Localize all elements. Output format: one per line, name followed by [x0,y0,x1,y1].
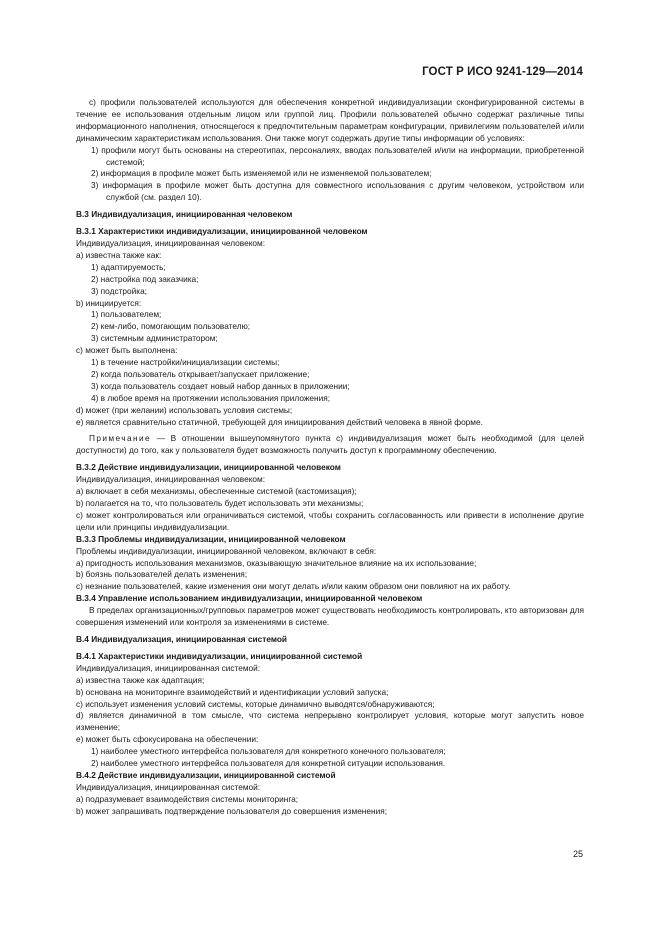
note-text: — В отношении вышеупомянутого пункта с) индивидуализация может быть необходимой (для целей доступности) до того, как у пользователя будет возможность получить доступ к программному обеспечению. [76,433,584,456]
list-item: b) инициируется: [76,297,142,308]
list-item: с) может быть выполнена: [76,345,178,356]
subsection-heading: В.4.2 Действие индивидуализации, инициированной системой [76,769,336,780]
list-item: с) может контролироваться или ограничиваться системой, чтобы сохранить согласованность или привести в исполнение другие цели или принципы индивидуализации. [76,509,584,532]
list-item: с) использует изменения условий системы, которые динамично выводятся/обнаруживаются; [76,698,435,709]
list-item: d) может (при желании) использовать условия системы; [76,404,293,415]
list-item: 2) когда пользователь открывает/запускает приложение; [91,368,310,379]
list-item: 2) кем-либо, помогающим пользователю; [91,321,251,332]
list-item: а) известна также как адаптация; [76,674,205,685]
list-item: а) пригодность использования механизмов, оказывающую значительное влияние на их использование; [76,557,477,568]
list-item: 1) адаптируемость; [91,261,166,272]
list-item: 4) в любое время на протяжении использования приложения; [91,392,331,403]
list-item: 1) профили могут быть основаны на стереотипах, персоналиях, вводах пользователей и/или на информации, приобретенной системой; [91,144,584,167]
list-item: 1) в течение настройки/инициализации системы; [91,357,280,368]
list-item: а) известна также как: [76,249,162,260]
lead-text: Индивидуализация, инициированная человеком: [76,474,266,485]
list-item: 3) системным администратором; [91,333,218,344]
list-item: b) полагается на то, что пользователь будет использовать эти механизмы; [76,498,364,508]
lead-text: Индивидуализация, инициированная человеком: [76,237,266,248]
list-item: 3) когда пользователь создает новый набор данных в приложении; [91,380,350,391]
note-label: Примечание [89,433,152,444]
intro-paragraph: с) профили пользователей используются для обеспечения конкретной индивидуализации сконфигурированной системы в течение ее использования отдельным лицом или группой лиц. Профили пользователей обычно содержат различные типы информационного наполнения, относящегося к предпочтительным параметрам конфигурации, привилегиям пользователей и/или динамическим характеристикам использования. Они также могут содержать другие типы информации об условиях: [76,97,584,143]
list-item: 2) настройка под заказчика; [91,273,199,284]
body-paragraph: В пределах организационных/групповых параметров может существовать необходимость контролировать, кто авторизован для совершения изменений или контроля за изменениями в системе. [76,605,584,628]
subsection-heading: В.3.4 Управление использованием индивидуализации, инициированной человеком [76,593,423,604]
list-item: е) может быть сфокусирована на обеспечении: [76,734,259,745]
lead-text: Проблемы индивидуализации, инициированной человеком, включают в себя: [76,545,377,556]
page-number: 25 [572,849,583,859]
list-item: b) может запрашивать подтверждение пользователя до совершения изменения; [76,805,388,816]
list-item: 1) пользователем; [91,309,162,320]
lead-text: Индивидуализация, инициированная системой: [76,662,261,673]
section-heading: В.4 Индивидуализация, инициированная системой [76,633,288,644]
list-item: 2) наиболее уместного интерфейса пользователя для конкретной ситуации использования. [91,758,446,769]
subsection-heading: В.3.2 Действие индивидуализации, инициированной человеком [76,462,341,473]
list-item: с) незнание пользователей, какие изменения они могут делать и/или каким образом они повлияют на их работу. [76,581,511,592]
list-item: 1) наиболее уместного интерфейса пользователя для конкретного конечного пользователя; [91,746,446,757]
lead-text: Индивидуализация, инициированная системой: [76,781,261,792]
list-item: 3) информация в профиле может быть доступна для совместного использования с другим человеком, устройством или службой (см. раздел 10). [91,180,584,203]
section-heading: В.3 Индивидуализация, инициированная человеком [76,209,293,220]
list-item: 2) информация в профиле может быть изменяемой или не изменяемой пользователем; [91,168,432,179]
list-item: а) подразумевает взаимодействия системы мониторинга; [76,793,299,804]
note-paragraph [76,433,584,457]
list-item: а) включает в себя механизмы, обеспеченные системой (кастомизация); [76,486,357,497]
subsection-heading: В.3.3 Проблемы индивидуализации, инициированной человеком [76,533,346,544]
list-item: d) является динамичной в том смысле, что система непрерывно контролирует условия, которые могут запустить новое изменение; [76,710,584,733]
page-header-title: ГОСТ Р ИСО 9241-129—2014 [422,66,583,78]
list-item: b) боязнь пользователей делать изменения; [76,569,248,580]
list-item: b) основана на мониторинге взаимодействий и идентификации условий запуска; [76,686,389,697]
subsection-heading: В.3.1 Характеристики индивидуализации, инициированной человеком [76,226,368,237]
list-item: е) является сравнительно статичной, требующей для инициирования действий человека в явной форме. [76,416,483,427]
subsection-heading: В.4.1 Характеристики индивидуализации, инициированной системой [76,650,363,661]
page-content [76,97,584,818]
list-item: 3) подстройка; [91,285,147,296]
